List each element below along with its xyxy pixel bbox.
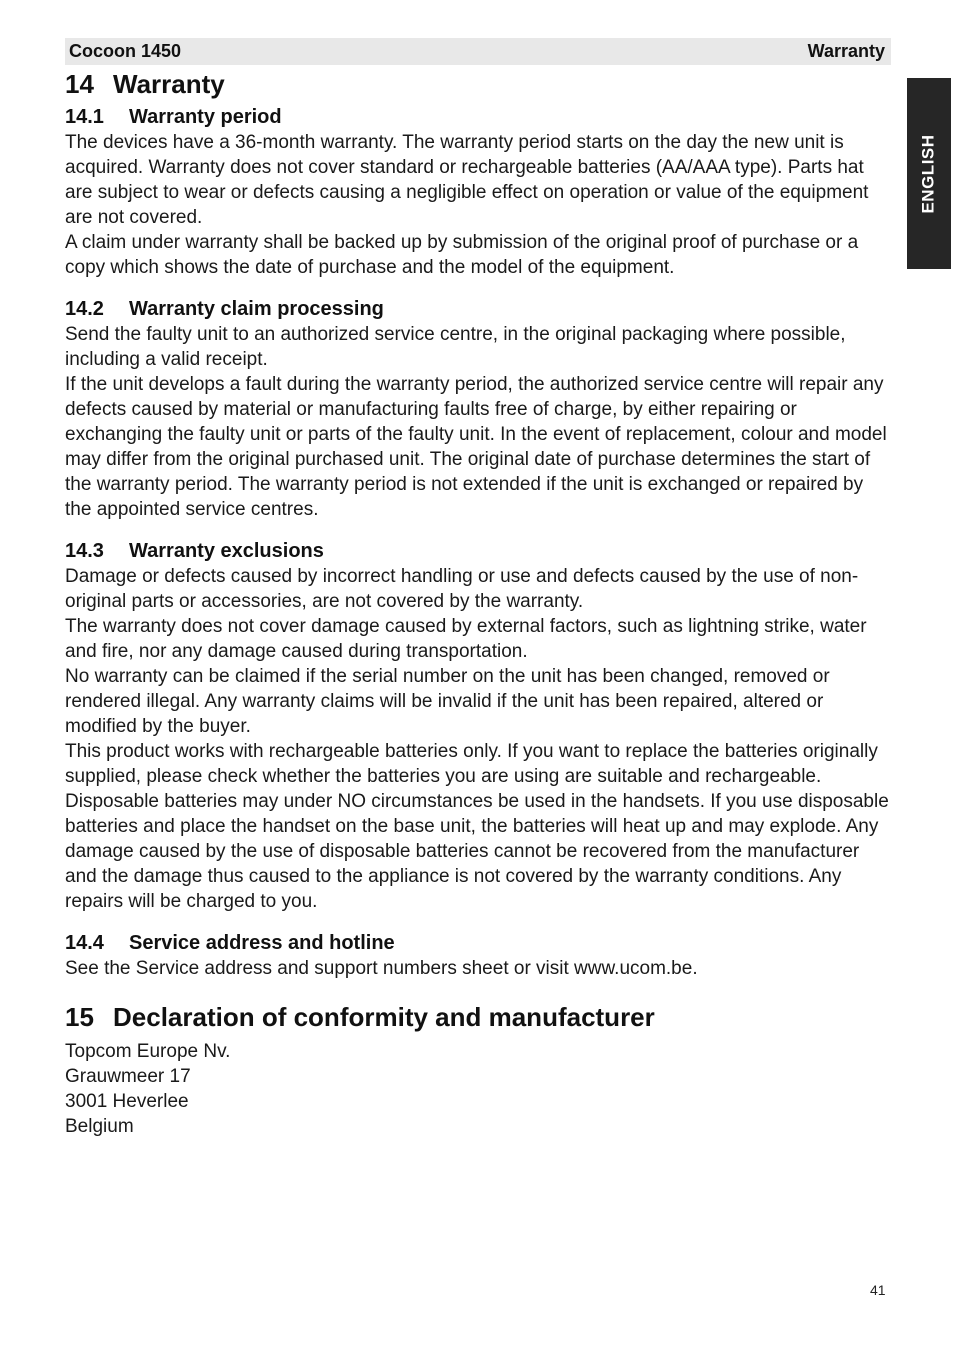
- section-heading: [65, 66, 891, 102]
- paragraph: If the unit develops a fault during the warranty period, the authorized service centre will repair any defects caused by material or manufacturing faults free of charge, by either repairing or exchanging the faulty unit or parts of the faulty unit. In the event of replacement, colour and model may differ from the original purchased unit. The original date of purchase determines the start of the warranty period. The warranty period is not extended if the unit is exchanged or repaired by the appointed service centres.: [65, 374, 887, 520]
- section-number: 15: [65, 1002, 94, 1032]
- subsection-heading: [65, 538, 891, 564]
- paragraph: The devices have a 36-month warranty. The warranty period starts on the day the new unit is acquired. Warranty does not cover standard or rechargeable batteries (AA/AAA type). Parts hat are subject to wear or defects causing a negligible effect on operation or value of the equipment are not covered.: [65, 132, 869, 228]
- subsection-14-2: [65, 296, 891, 522]
- paragraph: Send the faulty unit to an authorized service centre, in the original packaging where possible, including a valid receipt.: [65, 324, 846, 370]
- subsection-heading: [65, 930, 891, 956]
- section-number: 14: [65, 69, 94, 99]
- page-number: 41: [870, 1282, 886, 1298]
- header-product-name: Cocoon 1450: [69, 41, 182, 61]
- subsection-title: Service address and hotline: [129, 932, 395, 954]
- language-tab-label: ENGLISH: [919, 133, 938, 214]
- paragraph: This product works with rechargeable batteries only. If you want to replace the batteries originally supplied, please check whether the batteries you are using are suitable and rechargeable. Disposable batteries may under NO circumstances be used in the handsets. If you use disposable batteries and place the handset on the base unit, the batteries will heat up and may explode. Any damage caused by the use of disposable batteries cannot be recovered from the manufacturer and the damage thus caused to the appliance is not covered by the warranty conditions. Any repairs will be charged to you.: [65, 741, 889, 912]
- section-14-body: [65, 104, 891, 981]
- paragraph: A claim under warranty shall be backed up by submission of the original proof of purchase or a copy which shows the date of purchase and the model of the equipment.: [65, 232, 859, 278]
- paragraph: Damage or defects caused by incorrect handling or use and defects caused by the use of non-original parts or accessories, are not covered by the warranty.: [65, 566, 859, 612]
- section-14-warranty: [65, 66, 891, 981]
- address-line: Topcom Europe Nv.: [65, 1041, 231, 1062]
- subsection-number: 14.3: [65, 540, 104, 562]
- paragraph: See the Service address and support numbers sheet or visit www.ucom.be.: [65, 958, 698, 979]
- paragraph: The warranty does not cover damage caused by external factors, such as lightning strike, water and fire, nor any damage caused during transportation.: [65, 616, 867, 662]
- subsection-number: 14.1: [65, 106, 104, 128]
- address-line: 3001 Heverlee: [65, 1091, 189, 1112]
- subsection-14-1: [65, 104, 891, 280]
- manufacturer-address: [65, 1039, 891, 1139]
- address-line: Grauwmeer 17: [65, 1066, 191, 1087]
- page-content: [65, 66, 891, 1139]
- subsection-heading: [65, 296, 891, 322]
- section-15-declaration: [65, 999, 891, 1139]
- language-tab: [907, 78, 951, 269]
- subsection-title: Warranty exclusions: [129, 540, 324, 562]
- running-header: [65, 38, 891, 65]
- section-heading: [65, 999, 891, 1035]
- subsection-title: Warranty claim processing: [129, 298, 384, 320]
- paragraph: No warranty can be claimed if the serial number on the unit has been changed, removed or rendered illegal. Any warranty claims will be invalid if the unit has been repaired, altered or modified by the buyer.: [65, 666, 830, 737]
- subsection-heading: [65, 104, 891, 130]
- subsection-14-4: [65, 930, 891, 981]
- header-section-name: Warranty: [807, 41, 885, 61]
- section-title: Warranty: [113, 69, 225, 99]
- subsection-title: Warranty period: [129, 106, 282, 128]
- address-line: Belgium: [65, 1116, 134, 1137]
- section-title: Declaration of conformity and manufacturer: [113, 1002, 655, 1032]
- subsection-number: 14.2: [65, 298, 104, 320]
- subsection-14-3: [65, 538, 891, 914]
- subsection-number: 14.4: [65, 932, 104, 954]
